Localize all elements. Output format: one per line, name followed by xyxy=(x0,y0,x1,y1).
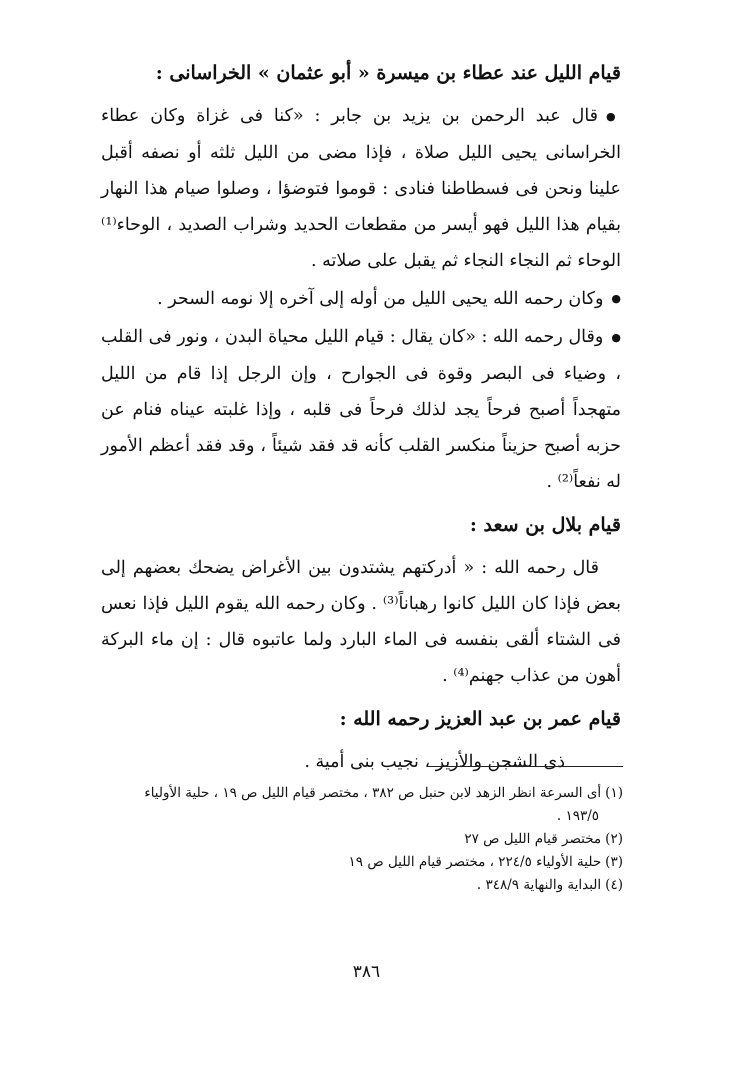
paragraph-ata-2: ● وكان رحمه الله يحيى الليل من أوله إلى آخره إلا نومه السحر . xyxy=(101,281,621,318)
paragraph-ata-1: ● قال عبد الرحمن بن يزيد بن جابر : «كنا فى غزاة وكان عطاء الخراسانى يحيى الليل صلاة ، فإذا مضى من الليل ثلثه أو نصفه أقبل علينا ونحن فى فسطاطنا فنادى : قوموا فتوضؤا ، وصلوا صيام هذا النهار بقيام هذا الليل فهو أيسر من مقطعات الحديد وشراب الصديد ، الوحاء⁽¹⁾ الوحاء ثم النجاء النجاء ثم يقبل على صلاته . xyxy=(101,98,621,279)
footnote-divider xyxy=(427,766,623,767)
footnote-item xyxy=(98,851,623,874)
footnotes xyxy=(98,782,623,897)
section-heading-ata: قيام الليل عند عطاء بن ميسرة « أبو عثمان » الخراسانى : xyxy=(155,62,621,84)
paragraph-ata-3: ● وقال رحمه الله : «كان يقال : قيام الليل محياة البدن ، ونور فى القلب ، وضياء فى البصر وقوة فى الجوارح ، وإن الرجل إذا قام من الليل متهجداً أصبح فرحاً يجد لذلك فرحاً فى قلبه ، وإذا غلبته عيناه فنام عن حزبه أصبح حزيناً منكسر القلب كأنه قد فقد شيئاً ، وقد فقد أعظم الأمور له نفعاً⁽²⁾ . xyxy=(101,319,621,500)
footnote-item xyxy=(98,874,623,897)
footnote-number: (٣) xyxy=(605,854,623,870)
paragraph-bilal-1: قال رحمه الله : « أدركتهم يشتدون بين الأغراض يضحك بعضهم إلى بعض فإذا كان الليل كانوا رهباناً⁽³⁾ . وكان رحمه الله يقوم الليل فإذا نعس فى الشتاء ألقى بنفسه فى الماء البارد ولما عاتبوه قال : إن ماء البركة أهون من عذاب جهنم⁽⁴⁾ . xyxy=(101,557,621,686)
footnote-text: أى السرعة انظر الزهد لابن حنبل ص ٣٨٢ ، مختصر قيام الليل ص ١٩ ، حلية الأولياء xyxy=(144,785,602,801)
footnote-number: (١) xyxy=(605,785,623,801)
footnote-text: حلية الأولياء ٢٢٤/٥ ، مختصر قيام الليل ص ١٩ xyxy=(348,854,602,870)
footnote-item xyxy=(98,782,623,805)
footnote-text: البداية والنهاية ٣٤٨/٩ . xyxy=(476,877,602,893)
section-heading-umar: قيام عمر بن عبد العزيز رحمه الله : xyxy=(339,707,621,730)
section-heading-bilal: قيام بلال بن سعد : xyxy=(469,513,621,536)
page-number: ٣٨٦ xyxy=(352,962,381,982)
footnote-item xyxy=(98,828,623,851)
footnote-continuation: ١٩٣/٥ . xyxy=(556,808,599,824)
footnote-text: مختصر قيام الليل ص ٢٧ xyxy=(464,831,602,847)
footnote-number: (٤) xyxy=(605,877,623,893)
footnote-number: (٢) xyxy=(605,831,623,847)
main-text xyxy=(101,56,621,780)
verse-umar: ذى الشجن والأزيز ، نجيب بنى أمية . xyxy=(304,751,565,772)
